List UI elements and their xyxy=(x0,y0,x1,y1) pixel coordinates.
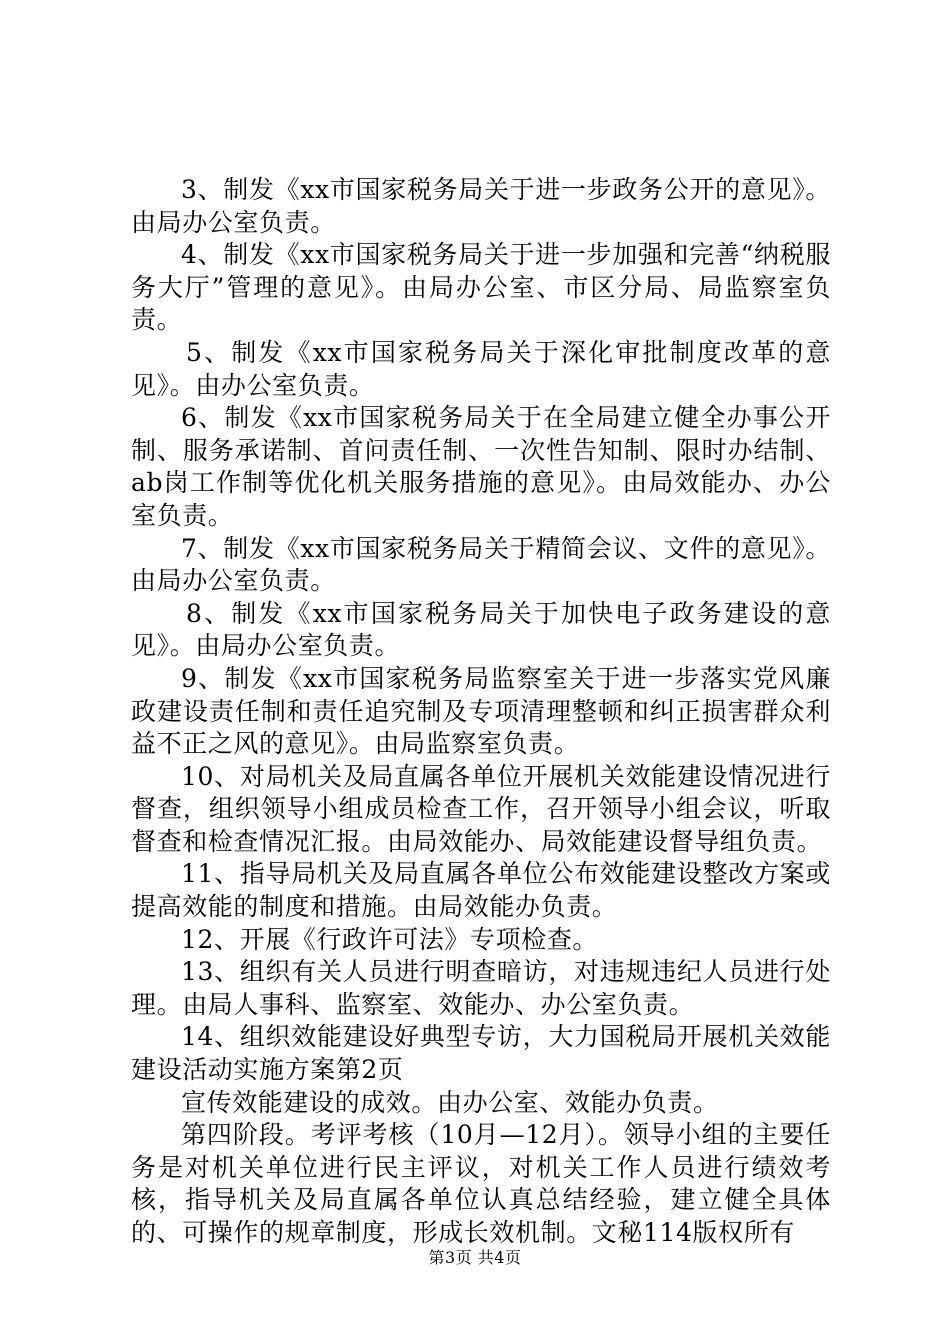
paragraph-item-14: 14、组织效能建设好典型专访，大力国税局开展机关效能建设活动实施方案第2页 xyxy=(131,1022,831,1085)
paragraph-item-7: 7、制发《xx市国家税务局关于精简会议、文件的意见》。由局办公室负责。 xyxy=(131,533,831,596)
paragraph-item-12: 12、开展《行政许可法》专项检查。 xyxy=(181,924,599,954)
paragraph-stage-four: 第四阶段。考评考核（10月—12月）。领导小组的主要任务是对机关单位进行民主评议，对机关工作人员进行绩效考核，指导机关及局直属各单位认真总结经验，建立健全具体的、可操作的规章制度，形成长效机制。文秘114版权所有 xyxy=(131,1120,831,1247)
paragraph-item-6: 6、制发《xx市国家税务局关于在全局建立健全办事公开制、服务承诺制、首问责任制、一次性告知制、限时办结制、ab岗工作制等优化机关服务措施的意见》。由局效能办、办公室负责。 xyxy=(131,403,831,530)
paragraph-item-5: 5、制发《xx市国家税务局关于深化审批制度改革的意见》。由办公室负责。 xyxy=(131,337,831,400)
document-body xyxy=(131,174,831,1250)
paragraph-item-11: 11、指导局机关及局直属各单位公布效能建设整改方案或提高效能的制度和措施。由局效能办负责。 xyxy=(131,859,831,922)
paragraph-continuation: 宣传效能建设的成效。由办公室、效能办负责。 xyxy=(181,1087,719,1117)
paragraph-item-4: 4、制发《xx市国家税务局关于进一步加强和完善“纳税服务大厅”管理的意见》。由局办公室、市区分局、局监察室负责。 xyxy=(131,240,831,335)
paragraph-item-13: 13、组织有关人员进行明查暗访，对违规违纪人员进行处理。由局人事科、监察室、效能办、办公室负责。 xyxy=(131,957,831,1019)
paragraph-item-8: 8、制发《xx市国家税务局关于加快电子政务建设的意见》。由局办公室负责。 xyxy=(131,598,831,661)
paragraph-item-10: 10、对局机关及局直属各单位开展机关效能建设情况进行督查，组织领导小组成员检查工作，召开领导小组会议，听取督查和检查情况汇报。由局效能办、局效能建设督导组负责。 xyxy=(131,761,831,856)
paragraph-item-3: 3、制发《xx市国家税务局关于进一步政务公开的意见》。由局办公室负责。 xyxy=(131,175,831,237)
paragraph-item-9: 9、制发《xx市国家税务局监察室关于进一步落实党风廉政建设责任制和责任追究制及专项清理整顿和纠正损害群众利益不正之风的意见》。由局监察室负责。 xyxy=(131,663,831,759)
page-footer: 第3页 共4页 xyxy=(428,1248,522,1267)
